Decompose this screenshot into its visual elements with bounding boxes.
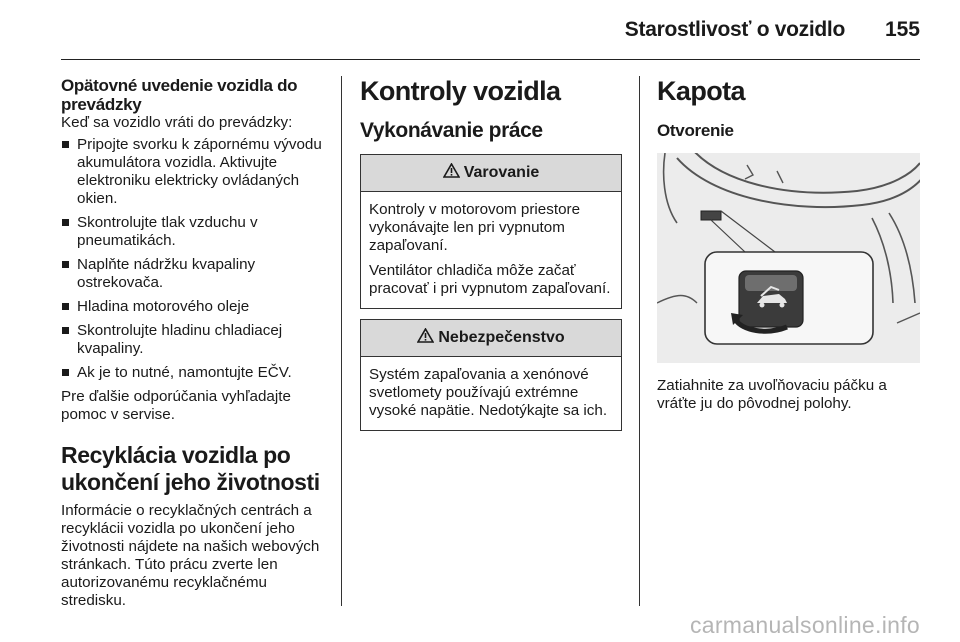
danger-box	[360, 319, 622, 431]
danger-body	[361, 357, 621, 430]
opening-subtitle: Otvorenie	[657, 121, 734, 140]
danger-header	[361, 320, 621, 357]
square-bullet-icon	[62, 219, 69, 226]
column-divider	[341, 76, 342, 606]
column-right	[657, 76, 922, 413]
column-divider	[639, 76, 640, 606]
list-item: Hladina motorového oleje	[61, 298, 329, 316]
square-bullet-icon	[62, 327, 69, 334]
page-header	[0, 18, 960, 58]
recycling-heading: Recyklácia vozidla po ukončení jeho životnosti	[61, 442, 320, 495]
warning-box	[360, 154, 622, 309]
warning-body	[361, 192, 621, 308]
column-middle	[360, 76, 622, 431]
list-item: Naplňte nádržku kvapaliny ostrekovača.	[61, 256, 329, 292]
warning-text: Ventilátor chladiča môže začať pracovať i pri vypnutom zapaľovaní.	[369, 262, 611, 297]
section-title: Starostlivosť o vozidlo	[624, 18, 845, 41]
reactivation-intro: Keď sa vozidlo vráti do prevádzky:	[61, 114, 293, 131]
header-divider	[61, 59, 920, 60]
hood-release-lever-icon	[657, 153, 920, 363]
list-item: Pripojte svorku k zápornému vývodu akumulátora vozidla. Aktivujte elektroniku elektricky ovládaných okien.	[61, 136, 329, 208]
danger-text: Systém zapaľovania a xenónové svetlomety používajú extrémne vysoké napätie. Nedotýkajte sa ich.	[369, 366, 608, 419]
warning-triangle-icon	[443, 163, 460, 183]
square-bullet-icon	[62, 261, 69, 268]
danger-label: Nebezpečenstvo	[438, 329, 565, 346]
warning-triangle-icon	[417, 328, 434, 348]
vehicle-checks-title: Kontroly vozidla	[360, 76, 561, 106]
warning-label: Varovanie	[463, 164, 540, 181]
list-item: Skontrolujte hladinu chladiacej kvapaliny.	[61, 322, 329, 358]
page-number: 155	[884, 18, 920, 41]
reactivation-outro: Pre ďalšie odporúčania vyhľadajte pomoc v servise.	[61, 388, 291, 423]
warning-header	[361, 155, 621, 192]
square-bullet-icon	[62, 141, 69, 148]
warning-text: Kontroly v motorovom priestore vykonávajte len pri vypnutom zapaľovaní.	[369, 201, 581, 254]
square-bullet-icon	[62, 303, 69, 310]
column-left	[61, 76, 329, 610]
list-item: Skontrolujte tlak vzduchu v pneumatikách.	[61, 214, 329, 250]
watermark: carmanualsonline.info	[689, 612, 920, 638]
hood-title: Kapota	[657, 76, 745, 106]
performing-work-subtitle: Vykonávanie práce	[360, 119, 543, 142]
hood-caption: Zatiahnite za uvoľňovaciu páčku a vráťte ju do pôvodnej polohy.	[657, 377, 887, 412]
hood-release-illustration	[657, 153, 920, 363]
recycling-text: Informácie o recyklačných centrách a recyklácii vozidla po ukončení jeho životnosti nájdete na našich webových stránkach. Túto prácu zverte len autorizovanému recyklačnému stredisku.	[61, 502, 320, 609]
reactivation-heading: Opätovné uvedenie vozidla do prevádzky	[61, 76, 298, 114]
reactivation-list	[61, 136, 329, 382]
square-bullet-icon	[62, 369, 69, 376]
list-item: Ak je to nutné, namontujte EČV.	[61, 364, 329, 382]
